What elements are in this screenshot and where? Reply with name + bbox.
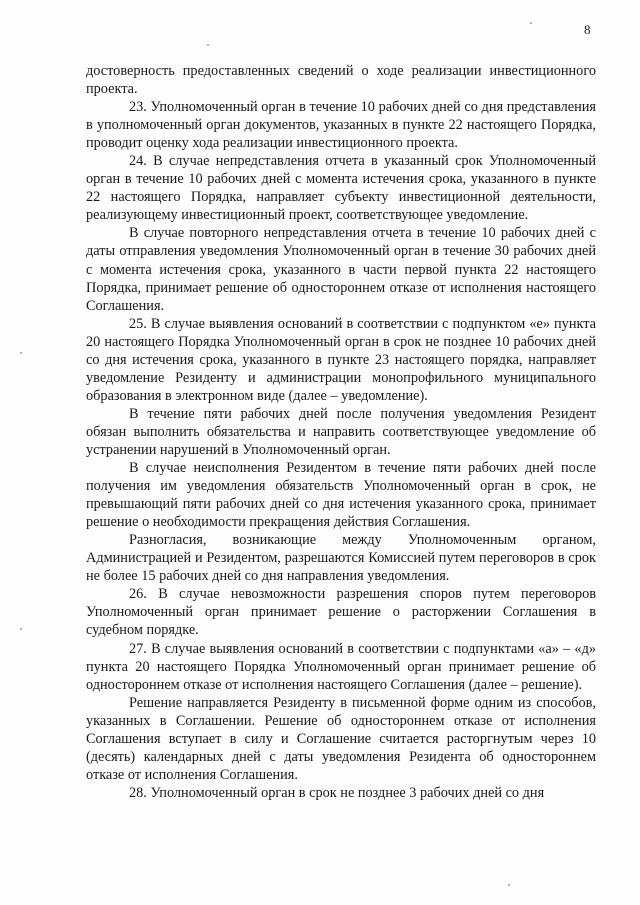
paragraph-item-25-deadline: В течение пяти рабочих дней после получения уведомления Резидент обязан выполнить обязательства и направить соответствующее уведомление об устранении нарушений в Уполномоченный орган. — [86, 405, 596, 458]
paragraph-item-25-disagreements: Разногласия, возникающие между Уполномоченным органом, Администрацией и Резидентом, разрешаются Комиссией путем переговоров в срок не более 15 рабочих дней со дня направления уведомления. — [86, 532, 596, 585]
paragraph-item-26: 26. В случае невозможности разрешения споров путем переговоров Уполномоченный орган принимает решение о расторжении Соглашения в судебном порядке. — [86, 586, 596, 639]
scan-speck — [207, 44, 209, 46]
scan-speck — [20, 352, 22, 354]
paragraph-item-27-decision: Решение направляется Резиденту в письменной форме одним из способов, указанных в Соглашении. Решение об одностороннем отказе от исполнения Соглашения вступает в силу и Соглашение считается расторгнутым через 10 (десять) календарных дней с даты уведомления Резидента об одностороннем отказе от исполнения Соглашения. — [86, 694, 596, 783]
paragraph-item-28: 28. Уполномоченный орган в срок не позднее 3 рабочих дней со дня — [129, 784, 545, 801]
scan-speck — [530, 22, 532, 24]
document-body — [86, 62, 596, 802]
scan-speck — [508, 884, 510, 886]
paragraph-item-23: 23. Уполномоченный орган в течение 10 рабочих дней со дня представления в уполномоченный орган документов, указанных в пункте 22 настоящего Порядка, проводит оценку хода реализации инвестиционного проекта. — [86, 99, 596, 152]
paragraph-item-24-repeat: В случае повторного непредставления отчета в течение 10 рабочих дней с даты отправления уведомления Уполномоченный орган в течение 30 рабочих дней с момента истечения срока, указанного в части первой пункта 22 настоящего Порядка, принимает решение об одностороннем отказе от исполнения настоящего Соглашения. — [86, 225, 596, 314]
paragraph-item-27: 27. В случае выявления оснований в соответствии с подпунктами «а» – «д» пункта 20 настоящего Порядка Уполномоченный орган принимает решение об одностороннем отказе от исполнения настоящего Соглашения (далее – решение). — [86, 640, 596, 693]
scan-speck — [20, 628, 22, 630]
page-number: 8 — [584, 22, 591, 37]
paragraph-item-24: 24. В случае непредставления отчета в указанный срок Уполномоченный орган в течение 10 рабочих дней с момента истечения срока, указанного в пункте 22 настоящего Порядка, направляет субъекту инвестиционной деятельности, реализующему инвестиционный проект, соответствующее уведомление. — [86, 153, 596, 224]
paragraph-continuation: достоверность предоставленных сведений о ходе реализации инвестиционного проекта. — [86, 63, 596, 98]
paragraph-item-25: 25. В случае выявления оснований в соответствии с подпунктом «е» пункта 20 настоящего Порядка Уполномоченный орган в срок не позднее 10 рабочих дней со дня истечения срока, указанного в пункте 23 настоящего порядка, направляет уведомление Резиденту и администрации монопрофильного муниципального образования в электронном виде (далее – уведомление). — [86, 315, 596, 404]
paragraph-item-25-nonfulfillment: В случае неисполнения Резидентом в течение пяти рабочих дней после получения им уведомления обязательств Уполномоченный орган в срок, не превышающий пяти рабочих дней со дня истечения указанного срока, принимает решение о необходимости прекращения действия Соглашения. — [86, 460, 596, 531]
